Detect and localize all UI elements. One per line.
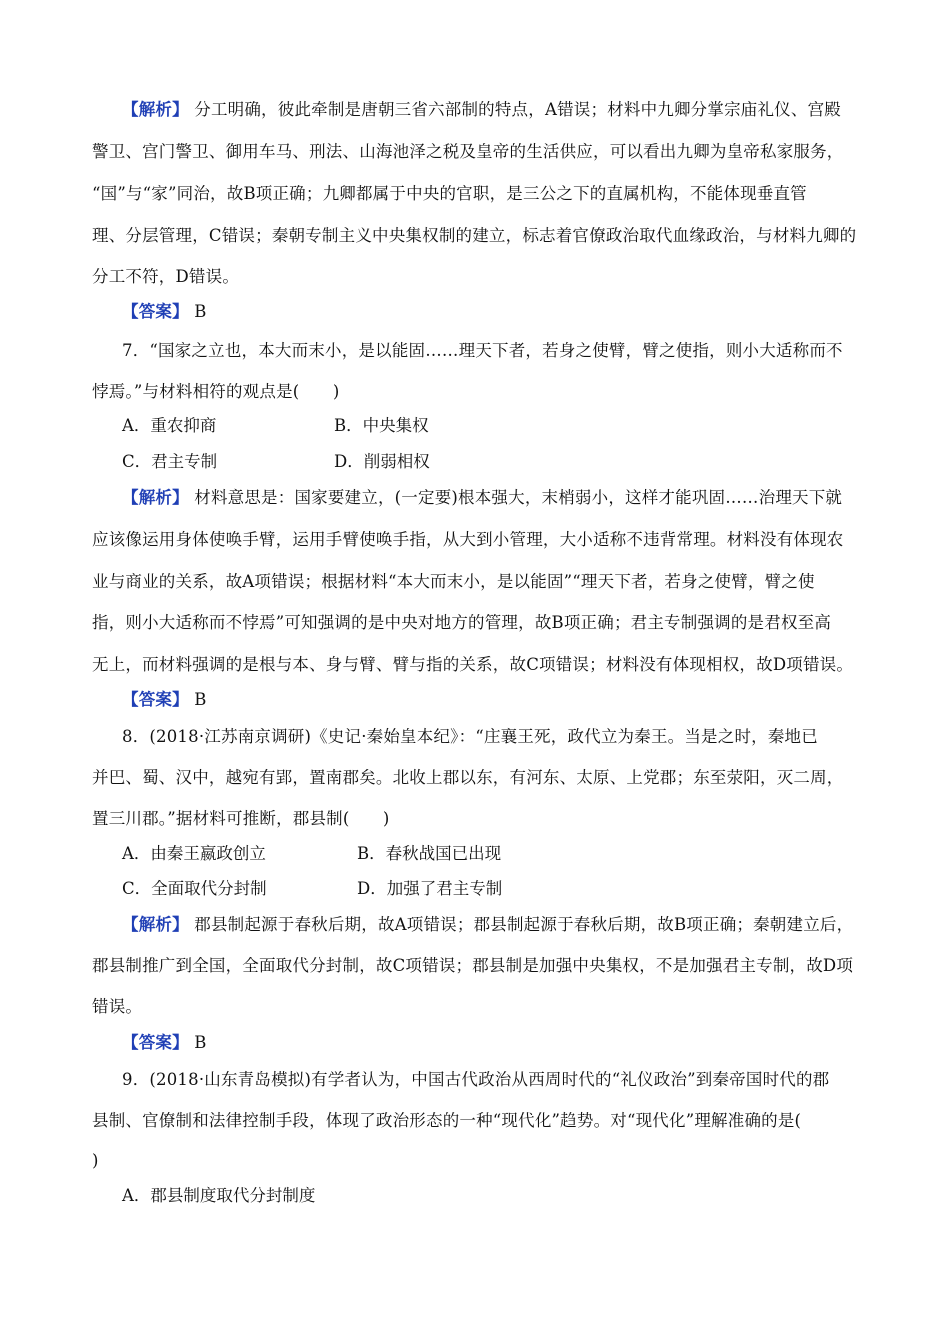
q7-analysis-line-2: 应该像运用身体使唤手臂，运用手臂使唤手指，从大到小管理，大小适称不违背常理。材料没有体现农 — [92, 530, 844, 549]
q7-stem-line-2: 悖焉。”与材料相符的观点是( ) — [92, 382, 340, 401]
q8-analysis-line-1: 【解析】 郡县制起源于春秋后期，故A项错误；郡县制起源于春秋后期，故B项正确；秦朝建立后， — [122, 915, 854, 934]
q7-option-d: D．削弱相权 — [334, 452, 430, 471]
q9-option-a: A．郡县制度取代分封制度 — [122, 1186, 316, 1205]
q6-answer: 【答案】 B — [122, 302, 207, 321]
answer-tag: 【答案】 — [122, 302, 189, 321]
q7-option-b: B．中央集权 — [334, 416, 429, 435]
q7-option-c: C．君主专制 — [122, 452, 218, 471]
q8-option-d: D．加强了君主专制 — [357, 879, 503, 898]
q8-stem-line-1: 8．(2018·江苏南京调研)《史记·秦始皇本纪》：“庄襄王死，政代立为秦王。当是之时，秦地已 — [122, 727, 818, 746]
q6-analysis-line-2: 警卫、宫门警卫、御用车马、刑法、山海池泽之税及皇帝的生活供应，可以看出九卿为皇帝私家服务， — [92, 142, 844, 161]
q9-stem-line-1: 9．(2018·山东青岛模拟)有学者认为，中国古代政治从西周时代的“礼仪政治”到秦帝国时代的郡 — [122, 1070, 830, 1089]
q8-answer: 【答案】 B — [122, 1033, 207, 1052]
q7-stem-line-1: 7．“国家之立也，本大而末小，是以能固……理天下者，若身之使臂，臂之使指，则小大适称而不 — [122, 341, 843, 360]
q8-option-c: C．全面取代分封制 — [122, 879, 267, 898]
q6-analysis-line-1: 【解析】 分工明确，彼此牵制是唐朝三省六部制的特点，A错误；材料中九卿分掌宗庙礼仪、宫殿 — [122, 100, 841, 119]
q8-stem-line-2: 并巴、蜀、汉中，越宛有郢，置南郡矣。北收上郡以东，有河东、太原、上党郡；东至荥阳，灭二周， — [92, 768, 844, 787]
answer-tag: 【答案】 — [122, 1033, 189, 1052]
q7-answer: 【答案】 B — [122, 690, 207, 709]
analysis-tag: 【解析】 — [122, 915, 189, 934]
answer-tag: 【答案】 — [122, 690, 189, 709]
q7-analysis-line-3: 业与商业的关系，故A项错误；根据材料“本大而末小，是以能固”“理天下者，若身之使臂，臂之使 — [92, 572, 815, 591]
q9-stem-line-3: ) — [92, 1151, 99, 1170]
analysis-tag: 【解析】 — [122, 488, 189, 507]
q8-stem-line-3: 置三川郡。”据材料可推断，郡县制( ) — [92, 809, 390, 828]
q8-analysis-line-2: 郡县制推广到全国，全面取代分封制，故C项错误；郡县制是加强中央集权，不是加强君主专制，故D项 — [92, 956, 854, 975]
q7-analysis-line-5: 无上，而材料强调的是根与本、身与臂、臂与指的关系，故C项错误；材料没有体现相权，故D项错误。 — [92, 655, 854, 674]
analysis-tag: 【解析】 — [122, 100, 189, 119]
q7-option-a: A．重农抑商 — [122, 416, 217, 435]
q7-analysis-line-1: 【解析】 材料意思是：国家要建立，(一定要)根本强大，末梢弱小，这样才能巩固……治理天下就 — [122, 488, 843, 507]
q6-analysis-line-5: 分工不符，D错误。 — [92, 267, 240, 286]
q6-analysis-line-3: “国”与“家”同治，故B项正确；九卿都属于中央的官职，是三公之下的直属机构，不能体现垂直管 — [92, 184, 807, 203]
q8-option-a: A．由秦王嬴政创立 — [122, 844, 266, 863]
q8-analysis-line-3: 错误。 — [92, 997, 143, 1016]
q7-analysis-line-4: 指，则小大适称而不悖焉”可知强调的是中央对地方的管理，故B项正确；君主专制强调的是君权至高 — [92, 613, 832, 632]
q8-option-b: B．春秋战国已出现 — [357, 844, 502, 863]
q6-analysis-line-4: 理、分层管理，C错误；秦朝专制主义中央集权制的建立，标志着官僚政治取代血缘政治，与材料九卿的 — [92, 226, 857, 245]
q9-stem-line-2: 县制、官僚制和法律控制手段，体现了政治形态的一种“现代化”趋势。对“现代化”理解准确的是( — [92, 1111, 802, 1130]
